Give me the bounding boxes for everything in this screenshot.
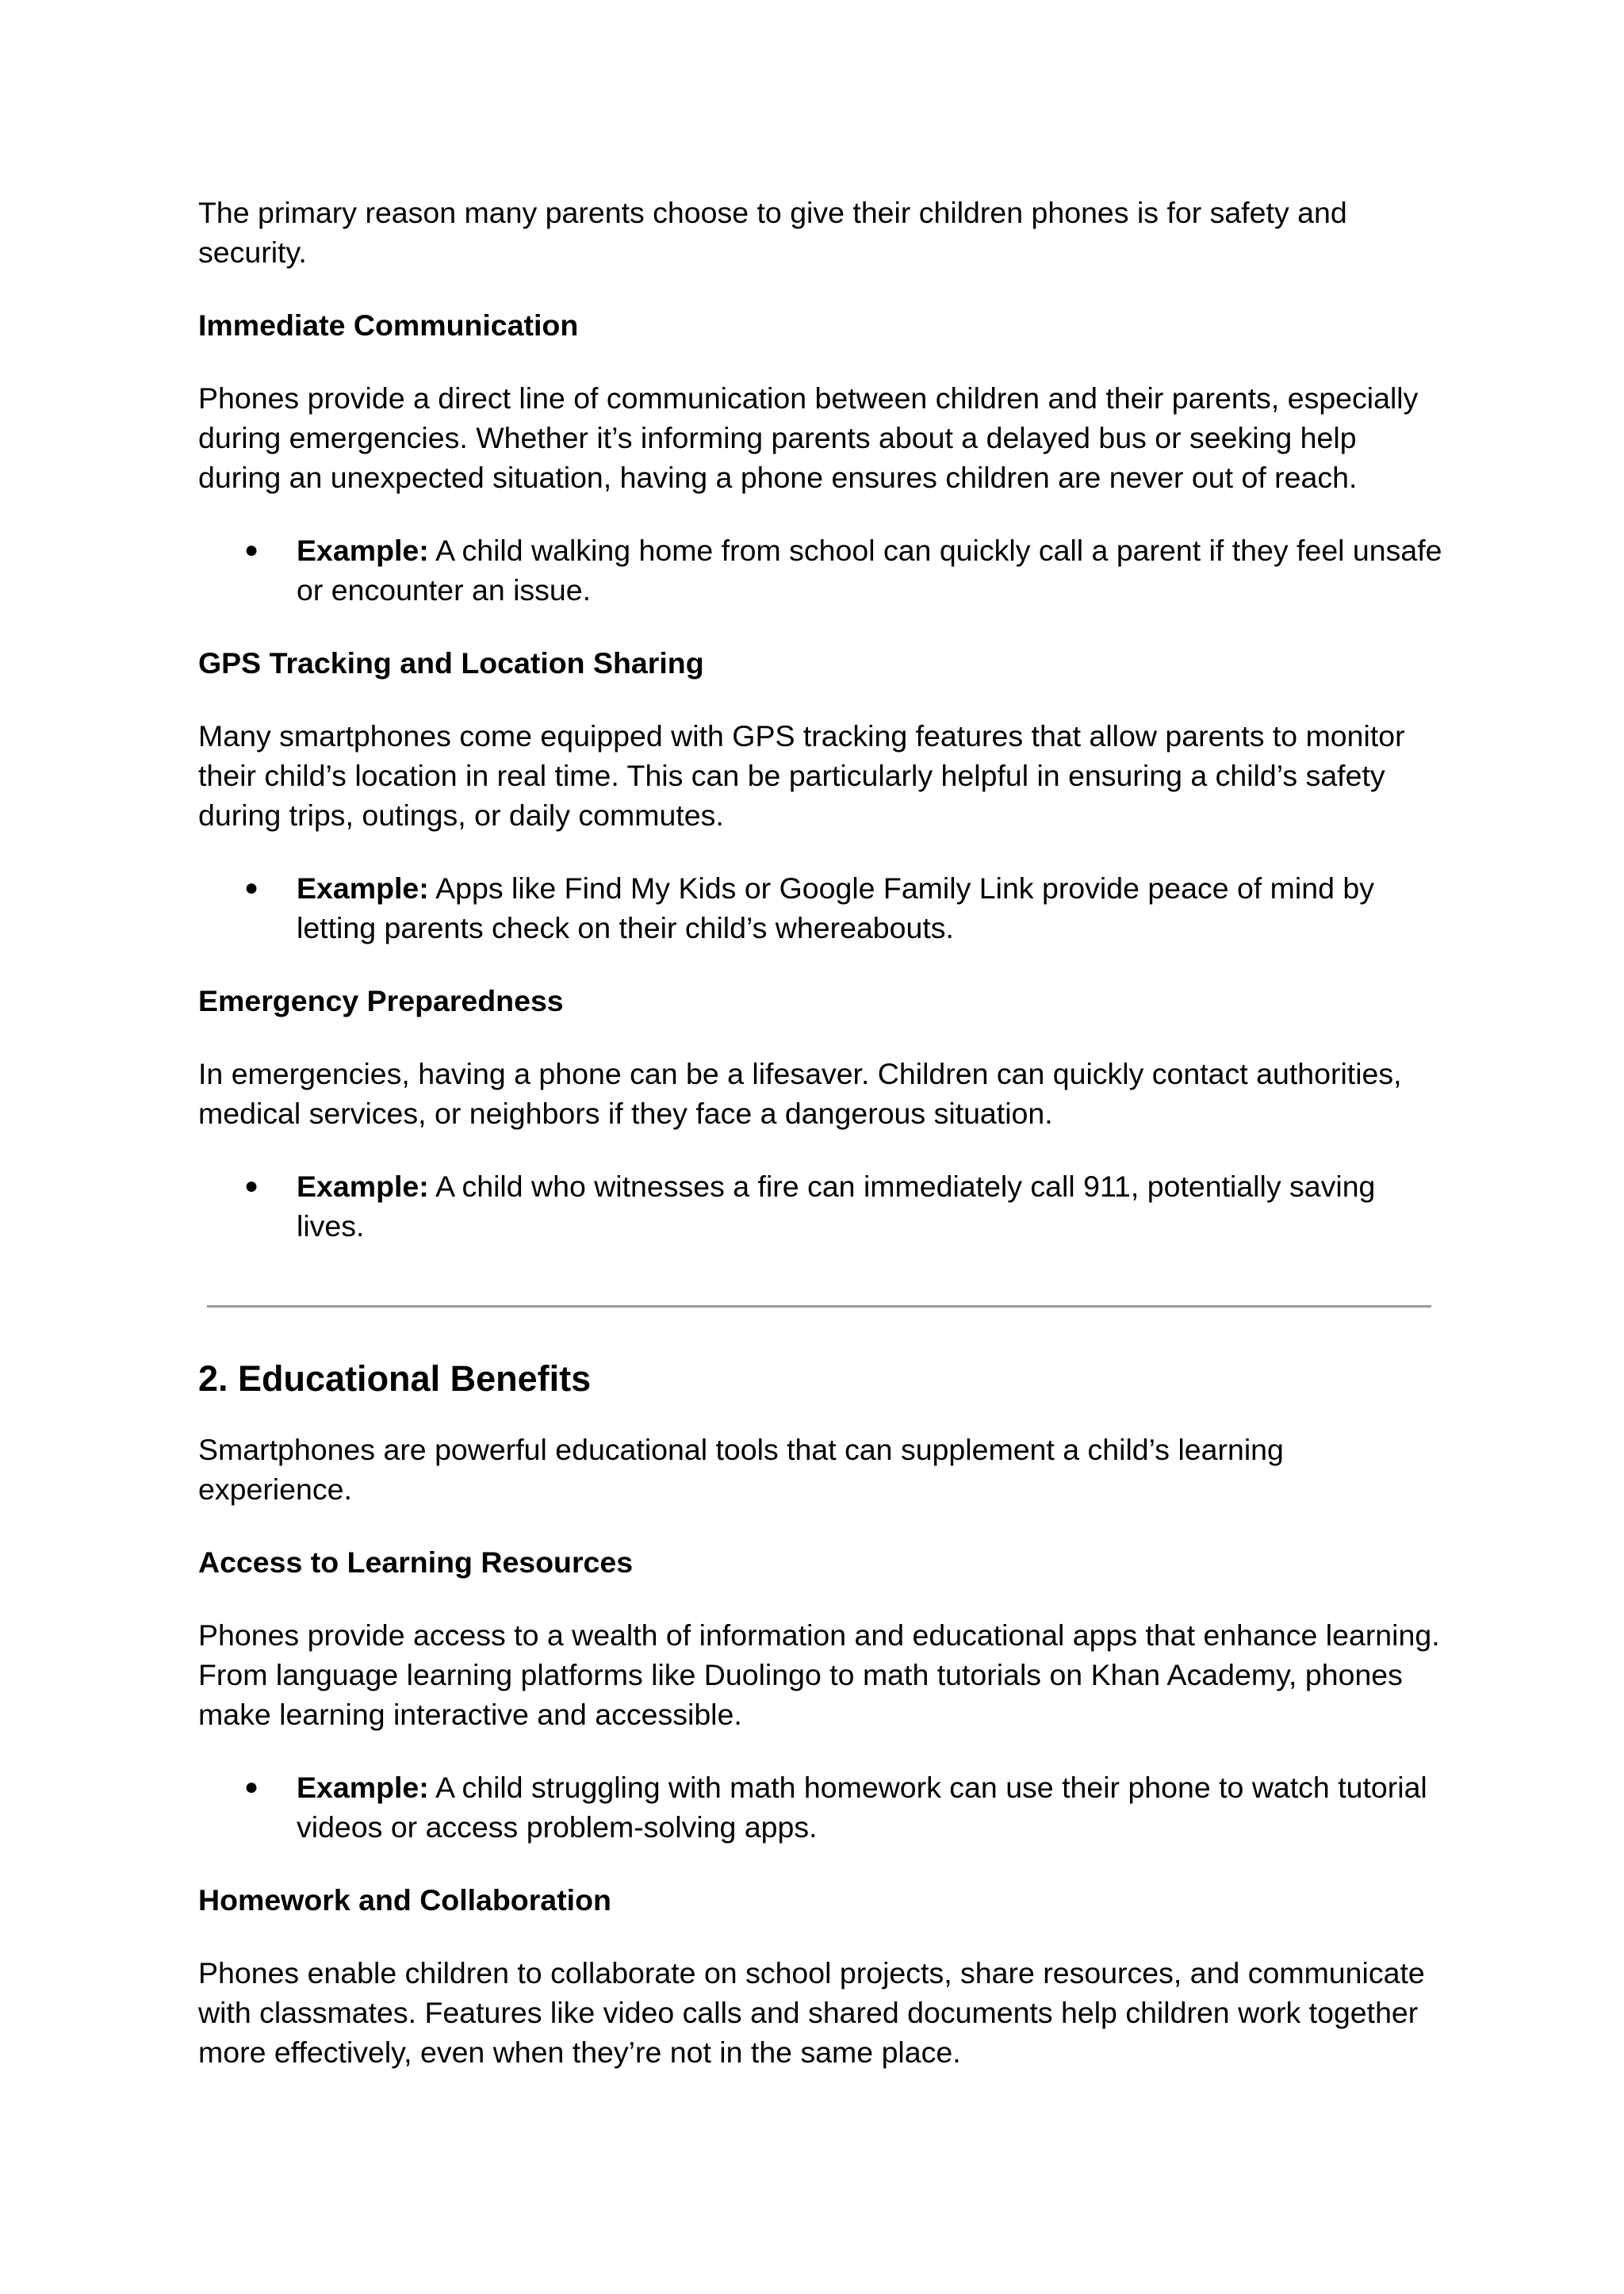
heading-gps-tracking: GPS Tracking and Location Sharing <box>198 646 704 680</box>
example-text: Apps like Find My Kids or Google Family Link provide peace of mind by letting parents check on their child’s whereabouts. <box>297 871 1374 944</box>
example-text: A child who witnesses a fire can immediately call 911, potentially saving lives. <box>297 1170 1376 1243</box>
document-page <box>198 193 1443 2072</box>
bullet-icon: ● <box>244 1173 259 1199</box>
example-label: Example: <box>297 534 429 567</box>
paragraph-educational-intro: Smartphones are powerful educational tools that can supplement a child’s learning experience. <box>198 1433 1284 1506</box>
section-heading-educational-benefits: 2. Educational Benefits <box>198 1358 592 1399</box>
example-bullet-gps <box>198 868 1443 948</box>
paragraph-homework-collaboration: Phones enable children to collaborate on school projects, share resources, and communicate with classmates. Features like video calls and shared documents help children work together more effectively, even when they’re not in the same place. <box>198 1956 1425 2069</box>
example-bullet-immediate <box>198 530 1443 610</box>
intro-paragraph: The primary reason many parents choose to give their children phones is for safety and security. <box>198 196 1347 269</box>
paragraph-emergency-preparedness: In emergencies, having a phone can be a lifesaver. Children can quickly contact authorities, medical services, or neighbors if they face a dangerous situation. <box>198 1057 1402 1130</box>
example-label: Example: <box>297 871 429 905</box>
paragraph-access-learning-resources: Phones provide access to a wealth of information and educational apps that enhance learning. From language learning platforms like Duolingo to math tutorials on Khan Academy, phones make learning interactive and accessible. <box>198 1618 1440 1731</box>
example-bullet-emergency <box>198 1166 1443 1246</box>
example-text: A child struggling with math homework can use their phone to watch tutorial videos or access problem-solving apps. <box>297 1771 1427 1844</box>
heading-homework-collaboration: Homework and Collaboration <box>198 1883 611 1917</box>
example-label: Example: <box>297 1170 429 1203</box>
heading-immediate-communication: Immediate Communication <box>198 308 579 342</box>
heading-emergency-preparedness: Emergency Preparedness <box>198 984 564 1017</box>
paragraph-immediate-communication: Phones provide a direct line of communication between children and their parents, especially during emergencies. Whether it’s informing parents about a delayed bus or seeking help during an unexpected situation, having a phone ensures children are never out of reach. <box>198 381 1419 494</box>
bullet-icon: ● <box>244 537 259 563</box>
example-label: Example: <box>297 1771 429 1804</box>
bullet-icon: ● <box>244 1774 259 1800</box>
paragraph-gps-tracking: Many smartphones come equipped with GPS tracking features that allow parents to monitor their child’s location in real time. This can be particularly helpful in ensuring a child’s safety during trips, outings, or daily commutes. <box>198 719 1405 832</box>
heading-access-learning-resources: Access to Learning Resources <box>198 1545 634 1579</box>
bullet-icon: ● <box>244 875 259 901</box>
example-bullet-access <box>198 1767 1443 1847</box>
example-text: A child walking home from school can quickly call a parent if they feel unsafe or encounter an issue. <box>297 534 1442 607</box>
